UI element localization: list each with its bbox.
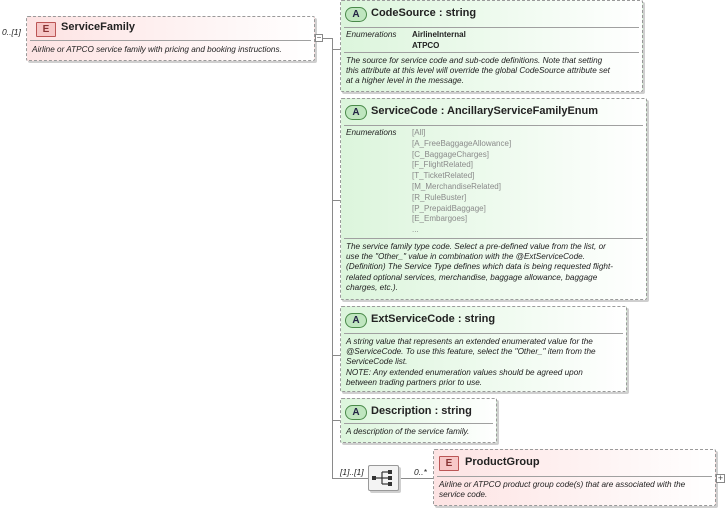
attribute-separator [344, 423, 493, 424]
attribute-separator [344, 238, 643, 239]
element-doc [439, 480, 685, 500]
enum-item: ATPCO [412, 40, 440, 50]
doc-line: ServiceCode list. [346, 357, 408, 367]
attribute-separator [344, 27, 639, 28]
attribute-title: ExtServiceCode : string [371, 313, 496, 325]
expand-toggle-label: + [717, 473, 724, 483]
connector-servicecode [332, 200, 340, 201]
enum-item: AirlineInternal [412, 30, 466, 39]
doc-line: at a higher level in the message. [346, 76, 464, 86]
attribute-badge: A [345, 405, 367, 420]
attribute-codesource[interactable] [340, 0, 643, 92]
doc-line: service code. [439, 490, 488, 500]
attribute-separator [344, 333, 623, 334]
doc-line: A string value that represents an extended enumerated value for the [346, 337, 593, 346]
doc-line: A description of the service family. [346, 427, 470, 436]
enum-item: [All] [412, 128, 426, 137]
attribute-separator [344, 125, 643, 126]
enum-item: [M_MerchandiseRelated] [412, 181, 501, 191]
enum-item: [P_PrepaidBaggage] [412, 203, 486, 213]
doc-line: this attribute at this level will override the global CodeSource attribute set [346, 66, 610, 76]
root-cardinality: 0..[1] [2, 27, 21, 37]
attribute-badge: A [345, 7, 367, 22]
attribute-title: Description : string [371, 405, 472, 417]
doc-line: The source for service code and sub-code definitions. Note that setting [346, 56, 603, 65]
connector-sequence [332, 478, 368, 479]
enumeration-list [412, 128, 511, 236]
enumerations-label: Enumerations [346, 128, 397, 137]
child-cardinality: 0..* [414, 467, 427, 477]
attribute-servicecode[interactable] [340, 98, 647, 300]
attribute-description[interactable] [340, 398, 497, 443]
attribute-doc [346, 337, 596, 388]
connector-codesource [332, 49, 340, 50]
connector-description [332, 420, 340, 421]
element-separator [30, 40, 311, 41]
doc-line: related optional services, merchandise, baggage allowance, baggage [346, 272, 598, 282]
element-separator [437, 476, 712, 477]
sequence-cardinality: [1]..[1] [340, 467, 364, 477]
attribute-badge: A [345, 105, 367, 120]
doc-line: Airline or ATPCO product group code(s) that are associated with the [439, 480, 686, 489]
enumerations-label: Enumerations [346, 30, 397, 39]
attribute-extservicecode[interactable] [340, 306, 627, 392]
sequence-compositor[interactable] [368, 465, 399, 491]
enum-item: [E_Embargoes] [412, 214, 468, 224]
doc-line: @ServiceCode. To use this feature, select the "Other_" item from the [346, 347, 596, 357]
sequence-compositor-icon [369, 466, 398, 490]
element-name: ServiceFamily [61, 21, 135, 33]
doc-line: NOTE: Any extended enumeration values should be agreed upon [346, 367, 583, 377]
enum-item: [F_FlightRelated] [412, 160, 473, 170]
attribute-title: ServiceCode : AncillaryServiceFamilyEnum [371, 105, 599, 117]
connector-trunk [332, 38, 333, 478]
attribute-separator [344, 52, 639, 53]
product-group-element[interactable] [433, 449, 716, 506]
attribute-badge: A [345, 313, 367, 328]
enum-item: ... [412, 225, 419, 235]
enumeration-list [412, 30, 466, 52]
collapse-toggle-label: − [316, 33, 322, 42]
attribute-doc [346, 242, 613, 293]
attribute-doc [346, 56, 610, 87]
element-badge: E [439, 456, 459, 471]
doc-line: between trading partners prior to use. [346, 377, 483, 387]
doc-line: charges, etc.). [346, 282, 398, 292]
doc-line: The service family type code. Select a pre-defined value from the list, or [346, 242, 606, 251]
attribute-doc [346, 427, 469, 437]
enum-item: [C_BaggageCharges] [412, 149, 489, 159]
element-badge: E [36, 22, 56, 37]
enum-item: [R_RuleBuster] [412, 192, 467, 202]
element-doc: Airline or ATPCO service family with pricing and booking instructions. [32, 45, 282, 54]
doc-line: (Definition) The Service Type defines which data is being requested flight- [346, 262, 613, 272]
connector-extservicecode [332, 355, 340, 356]
element-name: ProductGroup [465, 456, 540, 468]
service-family-element[interactable] [26, 16, 315, 61]
collapse-toggle[interactable] [315, 34, 323, 42]
doc-line: use the "Other_" value in combination with the @ExtServiceCode. [346, 252, 585, 262]
attribute-title: CodeSource : string [371, 7, 477, 19]
connector-sequence-to-child [399, 478, 433, 479]
enum-item: [A_FreeBaggageAllowance] [412, 138, 512, 148]
expand-toggle[interactable] [716, 474, 725, 483]
enum-item: [T_TicketRelated] [412, 171, 475, 181]
